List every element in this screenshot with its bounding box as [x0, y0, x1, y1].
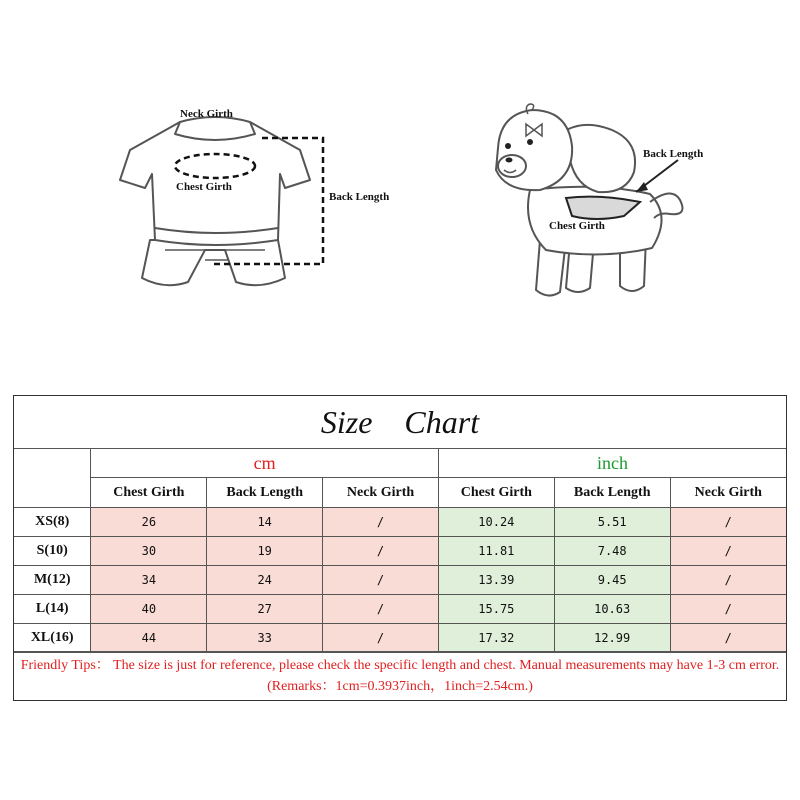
size-label: L(14) [14, 595, 91, 624]
size-label: M(12) [14, 566, 91, 595]
inch-unit-header: inch [438, 449, 786, 478]
size-chart-title [14, 396, 786, 449]
table-cell: 17.32 [438, 624, 554, 653]
table-cell: 24 [207, 566, 323, 595]
table-cell: 26 [91, 508, 207, 537]
table-cell: 10.63 [554, 595, 670, 624]
table-cell: / [323, 595, 439, 624]
garment-back-length-label: Back Length [329, 191, 390, 203]
column-header: Neck Girth [323, 478, 439, 508]
table-cell: / [323, 537, 439, 566]
size-label: XL(16) [14, 624, 91, 653]
table-cell: 7.48 [554, 537, 670, 566]
friendly-tips: Friendly Tips： The size is just for reference, please check the specific length and chest. Manual measurements may have 1-3 cm error. (Remarks：1cm=0.3937inch，1inch=2.54cm.) [14, 651, 786, 700]
table-row [14, 537, 786, 566]
table-row [14, 595, 786, 624]
cm-unit-header: cm [91, 449, 439, 478]
column-header: Neck Girth [670, 478, 786, 508]
size-label: XS(8) [14, 508, 91, 537]
table-cell: / [670, 508, 786, 537]
table-cell: 12.99 [554, 624, 670, 653]
measurement-diagram [0, 90, 800, 330]
table-cell: 40 [91, 595, 207, 624]
dog-back-length-label: Back Length [643, 148, 704, 160]
column-header: Chest Girth [438, 478, 554, 508]
table-cell: / [670, 595, 786, 624]
table-cell: 5.51 [554, 508, 670, 537]
table-cell: 9.45 [554, 566, 670, 595]
table-row [14, 566, 786, 595]
table-cell: 13.39 [438, 566, 554, 595]
garment-neck-girth-label: Neck Girth [180, 108, 233, 120]
table-cell: / [323, 624, 439, 653]
column-header: Chest Girth [91, 478, 207, 508]
measurement-illustrations [0, 90, 800, 330]
column-header: Back Length [554, 478, 670, 508]
table-cell: 34 [91, 566, 207, 595]
table-cell: 44 [91, 624, 207, 653]
garment-drawing [120, 117, 310, 285]
table-cell: 33 [207, 624, 323, 653]
table-cell: 15.75 [438, 595, 554, 624]
table-cell: / [323, 508, 439, 537]
table-cell: / [670, 624, 786, 653]
table-cell: 10.24 [438, 508, 554, 537]
garment-chest-girth-label: Chest Girth [176, 181, 232, 193]
size-chart-title-text: Size Chart [320, 403, 480, 440]
dog-chest-girth-label: Chest Girth [549, 220, 605, 232]
size-label: S(10) [14, 537, 91, 566]
size-header-cell [14, 449, 91, 508]
table-cell: 30 [91, 537, 207, 566]
table-cell: / [670, 537, 786, 566]
table-cell: 11.81 [438, 537, 554, 566]
table-cell: 27 [207, 595, 323, 624]
table-cell: 19 [207, 537, 323, 566]
size-table [14, 448, 786, 653]
table-row [14, 508, 786, 537]
column-header: Back Length [207, 478, 323, 508]
table-cell: / [670, 566, 786, 595]
size-chart [13, 395, 787, 701]
table-cell: / [323, 566, 439, 595]
table-row [14, 624, 786, 653]
table-cell: 14 [207, 508, 323, 537]
